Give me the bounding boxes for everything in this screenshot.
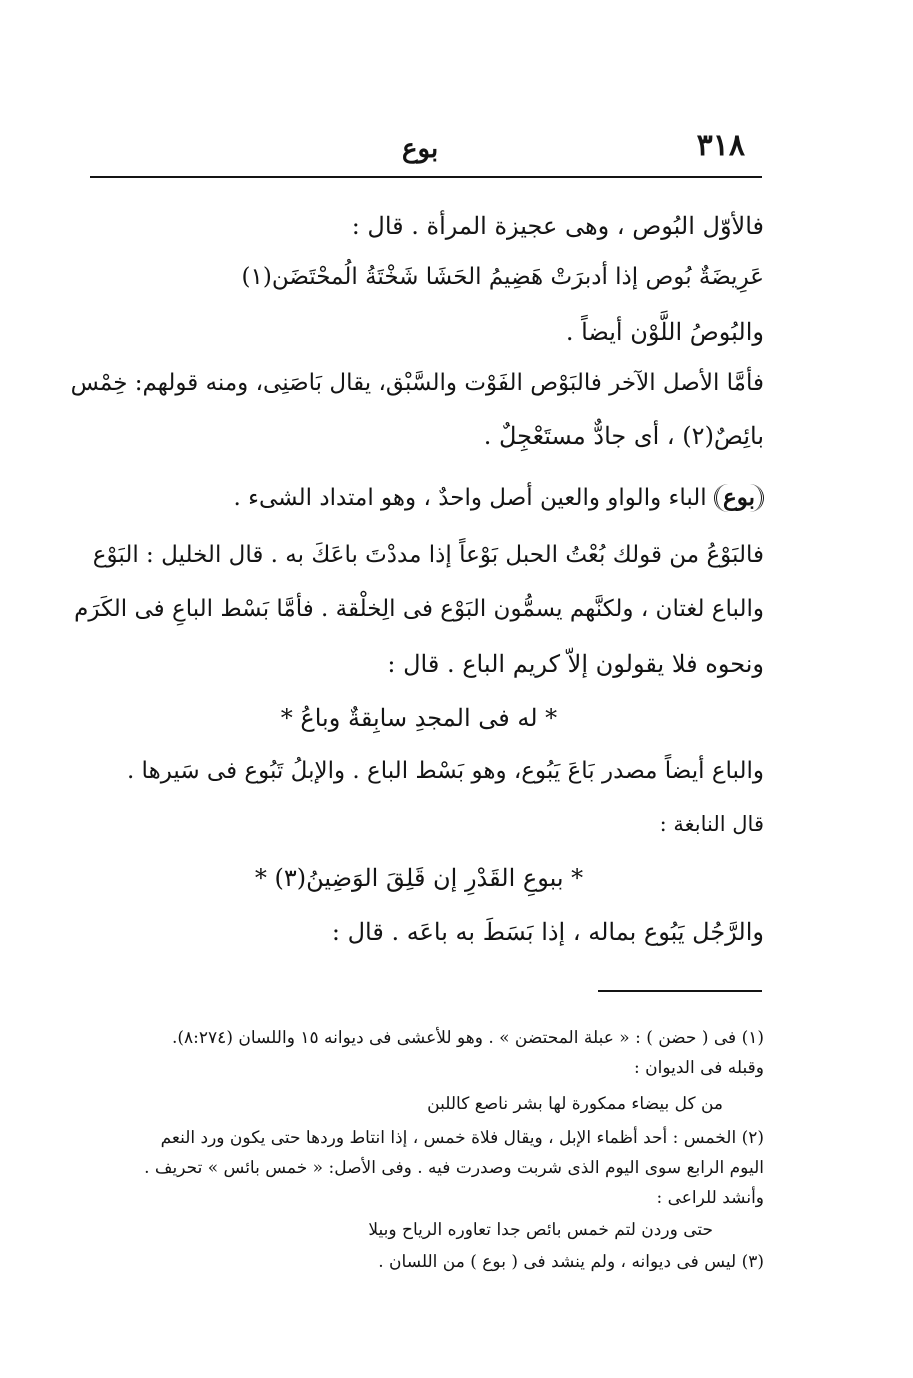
body-line-4: فأمَّا الأصل الآخر فالبَوْص الفَوْت والسَّبْق، يقال بَاصَنِى، ومنه قولهم: خِمْس: [70, 370, 764, 396]
footnote-2-intro: وأنشد للراعى :: [656, 1188, 764, 1208]
body-line-12: قال النابغة :: [659, 812, 764, 836]
verse-line-1: عَرِيضَةٌ بُوص إذا أدبرَتْ هَضِيمُ الحَشَا شَخْتَةُ الُمحْتَضَن(١): [241, 264, 764, 290]
body-line-9: ونحوه فلا يقولون إلاّ كريم الباع . قال :: [387, 650, 764, 678]
verse-line-3: * ببوعِ القَدْرِ إن قَلِقَ الوَضِينُ(٣) *: [254, 864, 584, 892]
footnote-2: (٢) الخمس : أحد أظماء الإبل ، ويقال فلاة خمس ، إذا انتاط وردها حتى يكون ورد النعم: [160, 1128, 764, 1148]
body-line-8: والباع لغتان ، ولكنَّهم يسمُّون البَوْع فى الِخلْقة . فأمَّا بَسْط الباعِ فى الكَرَم: [74, 596, 764, 622]
body-line-11: والباع أيضاً مصدر بَاعَ يَبُوع، وهو بَسْط الباع . والإبلُ تَبُوع فى سَيرها .: [126, 758, 764, 784]
footnote-1: (١) فى ( حضن ) : « عبلة المحتضن » . وهو للأعشى فى ديوانه ١٥ واللسان (٨:٢٧٤).: [172, 1028, 764, 1048]
entry-opening-line: [74, 484, 764, 513]
running-head: بوع: [402, 134, 439, 164]
body-line-14: والرَّجُل يَبُوع بماله ، إذا بَسَطَ به باعَه . قال :: [331, 918, 764, 946]
footnote-2-continued: اليوم الرابع سوى اليوم الذى شربت وصدرت فيه . وفى الأصل: « خمس بائس » تحريف .: [144, 1158, 764, 1178]
body-line-1: فالأوّل البُوص ، وهى عجيزة المرأة . قال :: [351, 212, 764, 240]
footnote-1-continued: وقبله فى الديوان :: [634, 1058, 764, 1078]
body-line-5: بائِصٌ(٢) ، أى جادٌّ مستَعْجِلٌ .: [483, 422, 764, 450]
entry-heading: بوع: [714, 484, 764, 512]
body-line-3: والبُوصُ اللَّوْن أيضاً .: [565, 318, 764, 346]
verse-line-2: * له فى المجدِ سابِقةٌ وباعُ *: [280, 704, 558, 732]
entry-definition: الباء والواو والعين أصل واحدٌ ، وهو امتداد الشىء .: [233, 485, 707, 511]
header-rule: [90, 176, 762, 178]
footnote-3: (٣) ليس فى ديوانه ، ولم ينشد فى ( بوع ) من اللسان .: [378, 1252, 764, 1272]
body-line-7: فالبَوْعُ من قولك بُعْتُ الحبل بَوْعاً إذا مددْتَ باعَكَ به . قال الخليل : البَوْع: [92, 542, 764, 568]
footnote-2-verse: حتى وردن لتم خمس بائص جدا تعاوره الرياح وبيلا: [368, 1220, 713, 1240]
footnote-rule: [598, 990, 762, 992]
page-number: ٣١٨: [696, 128, 745, 163]
footnote-1-verse: من كل بيضاء ممكورة لها بشر ناصع كاللبن: [427, 1094, 723, 1114]
